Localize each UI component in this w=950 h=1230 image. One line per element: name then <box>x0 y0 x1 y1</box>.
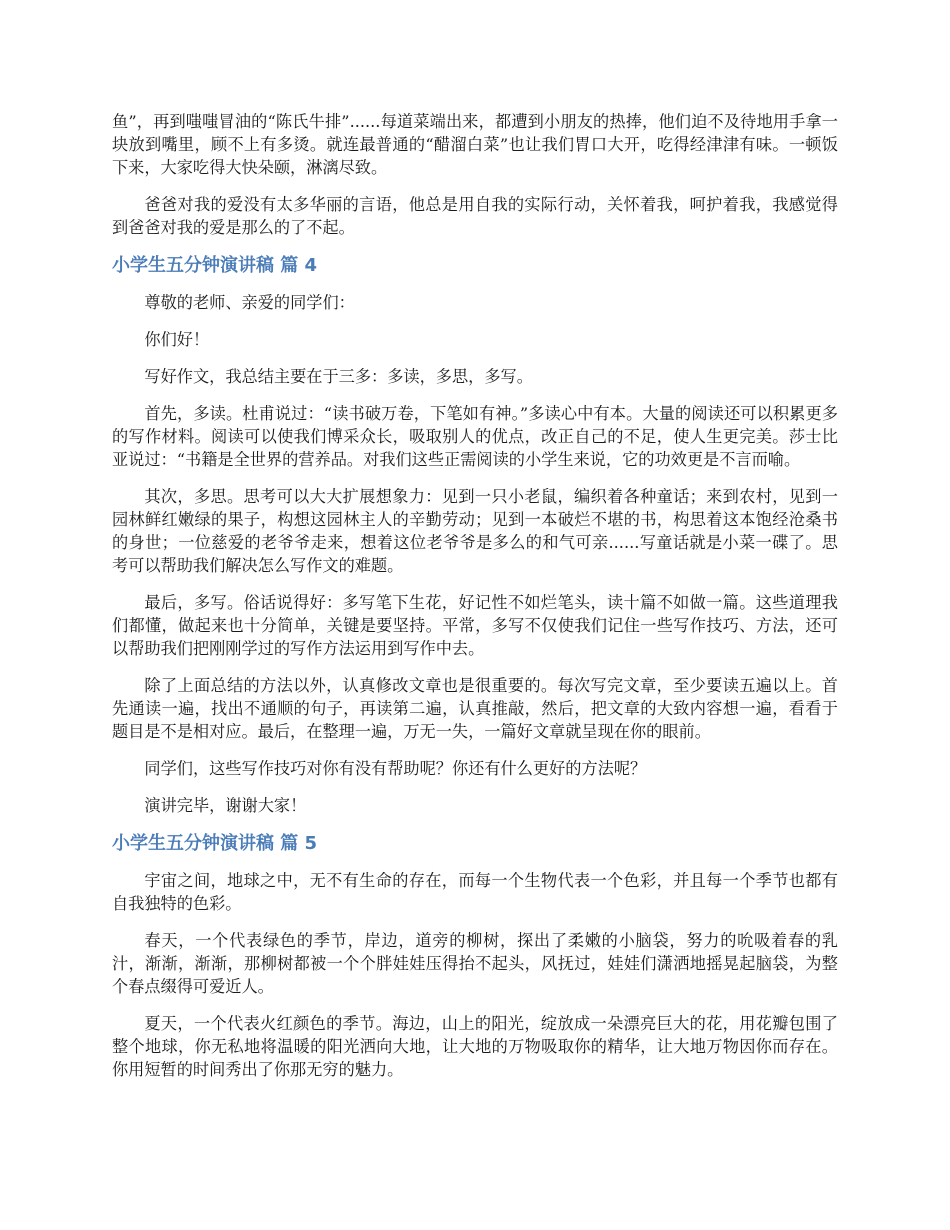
document-page <box>112 110 838 1095</box>
paragraph: 除了上面总结的方法以外，认真修改文章也是很重要的。每次写完文章，至少要读五遍以上。首先通读一遍，找出不通顺的句子，再读第二遍，认真推敲，然后，把文章的大致内容想一遍，看看于题目是不是相对应。最后，在整理一遍，万无一失，一篇好文章就呈现在你的眼前。 <box>112 676 838 741</box>
paragraph: 首先，多读。杜甫说过：“读书破万卷，下笔如有神。”多读心中有本。大量的阅读还可以积累更多的写作材料。阅读可以使我们博采众长，吸取别人的优点，改正自己的不足，使人生更完美。莎士比亚说过：“书籍是全世界的营养品。对我们这些正需阅读的小学生来说，它的功效更是不言而喻。 <box>112 404 838 469</box>
paragraph: 夏天，一个代表火红颜色的季节。海边，山上的阳光，绽放成一朵漂亮巨大的花，用花瓣包围了整个地球，你无私地将温暖的阳光洒向大地，让大地的万物吸取你的精华，让大地万物因你而存在。你用短暂的时间秀出了你那无穷的魅力。 <box>112 1014 838 1079</box>
section-heading-4: 小学生五分钟演讲稿 篇 4 <box>112 255 318 276</box>
paragraph: 写好作文，我总结主要在于三多：多读，多思，多写。 <box>144 367 533 386</box>
paragraph: 尊敬的老师、亲爱的同学们： <box>144 293 355 312</box>
paragraph: 最后，多写。俗话说得好：多写笔下生花，好记性不如烂笔头，读十篇不如做一篇。这些道理我们都懂，做起来也十分简单，关键是要坚持。平常，多写不仅使我们记住一些写作技巧、方法，还可以帮助我们把刚刚学过的写作方法运用到写作中去。 <box>112 593 838 658</box>
paragraph: 宇宙之间，地球之中，无不有生命的存在，而每一个生物代表一个色彩，并且每一个季节也都有自我独特的色彩。 <box>112 871 838 913</box>
paragraph: 演讲完毕，谢谢大家！ <box>144 796 307 815</box>
paragraph: 同学们，这些写作技巧对你有没有帮助呢？你还有什么更好的方法呢？ <box>144 759 647 778</box>
paragraph: 其次，多思。思考可以大大扩展想象力：见到一只小老鼠，编织着各种童话；来到农村，见到一园林鲜红嫩绿的果子，构想这园林主人的辛勤劳动；见到一本破烂不堪的书，构思着这本饱经沧桑书的身世；一位慈爱的老爷爷走来，想着这位老爷爷是多么的和气可亲......写童话就是小菜一碟了。思考可以帮助我们解决怎么写作文的难题。 <box>112 487 838 575</box>
section-heading-5: 小学生五分钟演讲稿 篇 5 <box>112 833 318 854</box>
paragraph: 你们好！ <box>144 330 210 349</box>
paragraph: 春天，一个代表绿色的季节，岸边，道旁的柳树，探出了柔嫩的小脑袋，努力的吮吸着春的乳汁，渐渐，渐渐，那柳树都被一个个胖娃娃压得抬不起头，风抚过，娃娃们潇洒地摇晃起脑袋，为整个春点缀得可爱近人。 <box>112 931 838 996</box>
paragraph: 鱼”，再到嗤嗤冒油的“陈氏牛排”......每道菜端出来，都遭到小朋友的热捧，他们迫不及待地用手拿一块放到嘴里，顾不上有多烫。就连最普通的“醋溜白菜”也让我们胃口大开，吃得经津津有味。一顿饭下来，大家吃得大快朵颐，淋漓尽致。 <box>112 112 838 177</box>
paragraph: 爸爸对我的爱没有太多华丽的言语，他总是用自我的实际行动，关怀着我，呵护着我，我感觉得到爸爸对我的爱是那么的了不起。 <box>112 195 838 237</box>
